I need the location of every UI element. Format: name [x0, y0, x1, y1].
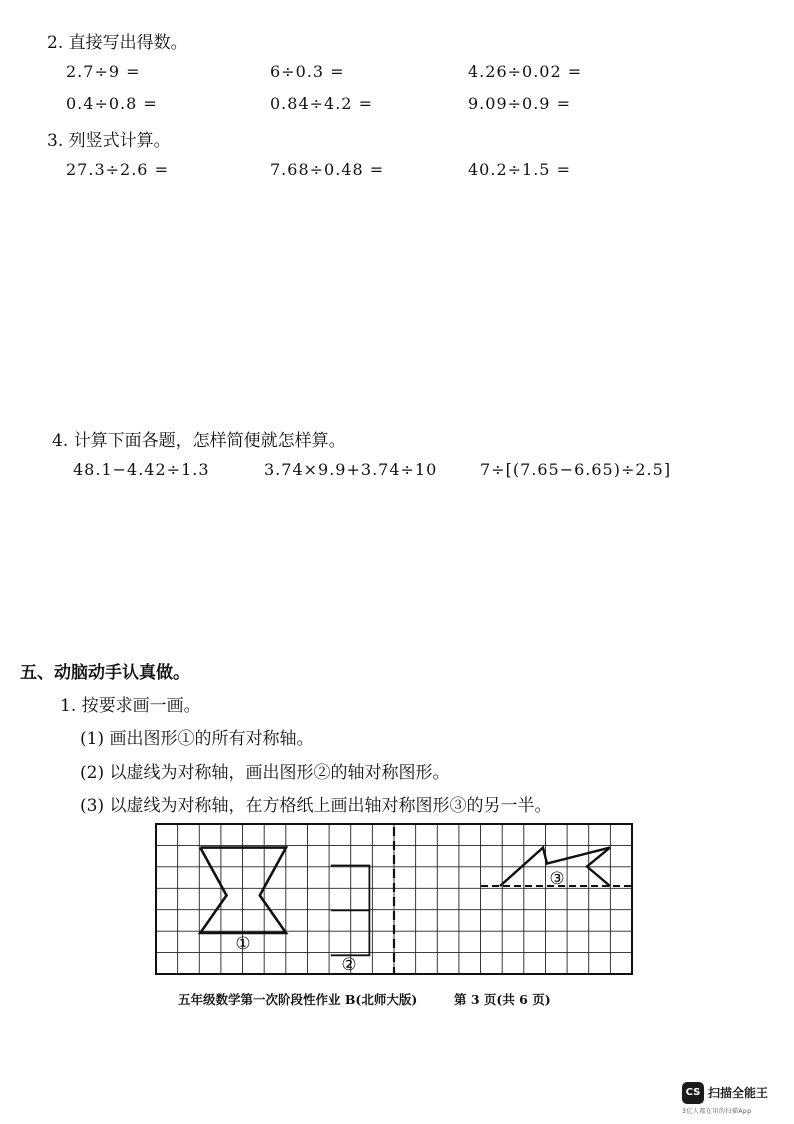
section-question: 1. 按要求画一画。 — [60, 696, 201, 716]
q2-expr: 0.84÷4.2 = — [270, 94, 373, 113]
q3-expr: 40.2÷1.5 = — [468, 160, 571, 179]
q3-title: 3. 列竖式计算。 — [47, 131, 171, 151]
footer-page: 第 3 页(共 6 页) — [454, 992, 551, 1007]
q2-expr: 6÷0.3 = — [270, 62, 345, 81]
drawing-grid — [155, 823, 633, 977]
q4-title: 4. 计算下面各题，怎样简便就怎样算。 — [52, 431, 346, 451]
q2-title: 2. 直接写出得数。 — [47, 33, 188, 53]
watermark-name: 扫描全能王 — [708, 1086, 769, 1100]
q2-expr: 0.4÷0.8 = — [66, 94, 158, 113]
q4-expr: 3.74×9.9+3.74÷10 — [264, 460, 438, 479]
figure-1-label: ① — [235, 934, 251, 954]
q3-expr: 7.68÷0.48 = — [270, 160, 385, 179]
scanner-watermark — [682, 1082, 782, 1116]
watermark-tagline: 3亿人都在用的扫描App — [682, 1108, 752, 1115]
figure-1-shape — [200, 848, 286, 933]
figure-2-label: ② — [341, 955, 357, 975]
q3-expr: 27.3÷2.6 = — [66, 160, 169, 179]
q2-expr: 9.09÷0.9 = — [468, 94, 571, 113]
sub-question: (3) 以虚线为对称轴，在方格纸上画出轴对称图形③的另一半。 — [80, 796, 552, 816]
q4-expr: 7÷[(7.65−6.65)÷2.5] — [480, 460, 672, 479]
q2-expr: 4.26÷0.02 = — [468, 62, 583, 81]
footer-title: 五年级数学第一次阶段性作业 B(北师大版) — [178, 992, 418, 1007]
sub-question: (2) 以虚线为对称轴，画出图形②的轴对称图形。 — [80, 763, 450, 783]
q4-expr: 48.1−4.42÷1.3 — [73, 460, 210, 479]
sub-question: (1) 画出图形①的所有对称轴。 — [80, 729, 314, 749]
section-title: 五、动脑动手认真做。 — [20, 663, 190, 683]
camscanner-icon: CS — [682, 1082, 704, 1104]
q2-expr: 2.7÷9 = — [66, 62, 141, 81]
figure-3-label: ③ — [549, 869, 565, 889]
